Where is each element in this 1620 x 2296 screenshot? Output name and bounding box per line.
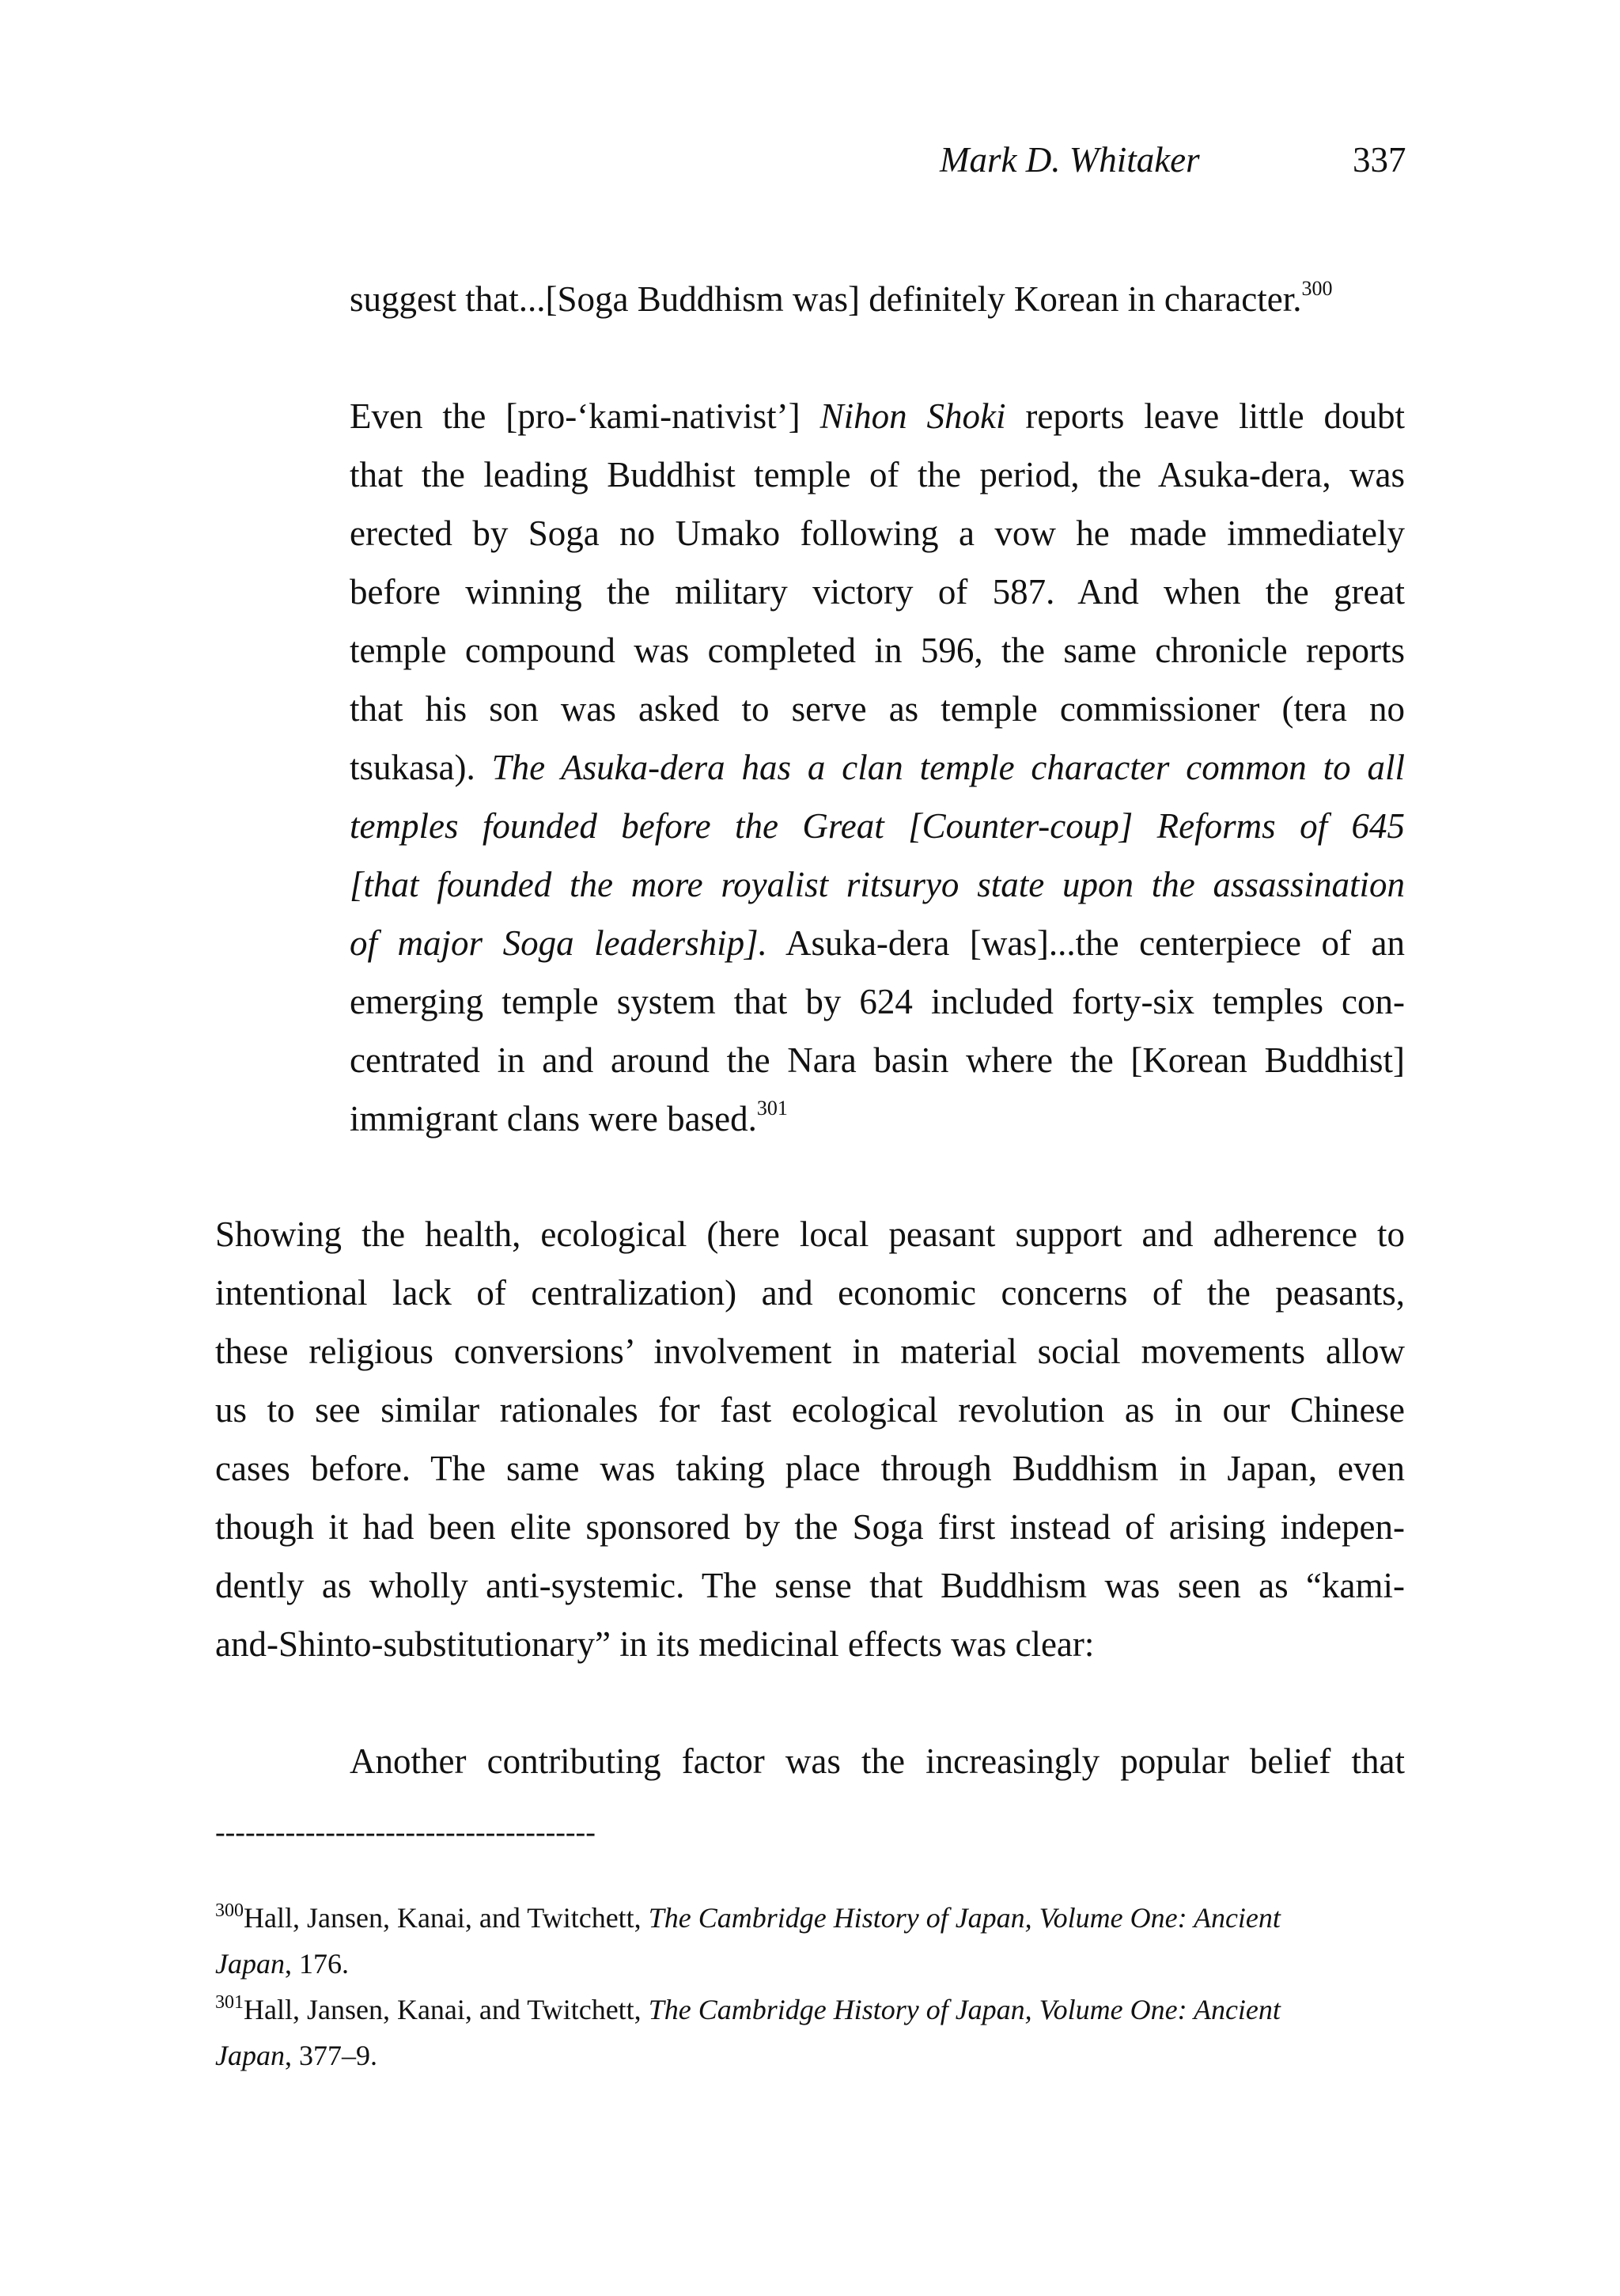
footnote-pages: , 377–9. — [284, 2040, 377, 2071]
footnote-301-line-2 — [215, 2033, 377, 2078]
paragraph-line-1: Showing the health, ecological (here local peasant support and adherence to — [215, 1214, 1405, 1254]
quote2-text: tsukasa). — [350, 748, 492, 787]
quote2-line-8: temples founded before the Great [Counter-coup] Reforms of 645 — [350, 806, 1405, 846]
paragraph-line-3: these religious conversions’ involvement in material social movements allow — [215, 1332, 1405, 1371]
quote1-text: suggest that...[Soga Buddhism was] definitely Korean in character. — [350, 279, 1302, 319]
footnote-pages: , 176. — [284, 1948, 349, 1980]
quote2-line-9: [that founded the more royalist ritsuryo state upon the assassination — [350, 865, 1405, 904]
footnote-number: 300 — [215, 1900, 244, 1921]
nihon-shoki-title: Nihon Shoki — [819, 396, 1006, 436]
running-header — [0, 139, 1620, 187]
quote2-italic-text: The Asuka-dera has a clan temple character common to all — [491, 748, 1405, 787]
quote2-text: reports leave little doubt — [1005, 396, 1406, 436]
quote2-line-10 — [350, 919, 1405, 967]
footnote-300-line-2 — [215, 1942, 349, 1986]
paragraph-line-8: and-Shinto-substitutionary” in its medicinal effects was clear: — [215, 1624, 1095, 1664]
footnote-301-line-1 — [215, 1987, 1281, 2032]
paragraph-line-2: intentional lack of centralization) and economic concerns of the peasants, — [215, 1273, 1405, 1313]
quote2-line-5: temple compound was completed in 596, the same chronicle reports — [350, 631, 1405, 670]
header-author: Mark D. Whitaker — [940, 140, 1200, 180]
quote2-italic-text: of major Soga leadership]. — [350, 923, 767, 963]
paragraph-line-6: though it had been elite sponsored by the Soga first instead of arising indepen- — [215, 1507, 1405, 1547]
quote2-text: immigrant clans were based. — [350, 1099, 757, 1139]
quote2-line-1 — [350, 392, 1405, 440]
quote2-line-4: before winning the military victory of 587. And when the great — [350, 572, 1405, 612]
footnote-title: The Cambridge History of Japan, Volume One: Ancient — [648, 1902, 1281, 1934]
footnote-separator: -------------------------------------- — [215, 1816, 596, 1849]
quote2-line-7 — [350, 744, 1405, 791]
footnote-title: Japan — [215, 2040, 285, 2071]
footnote-title: The Cambridge History of Japan, Volume One: Ancient — [648, 1994, 1281, 2025]
quote3-line-1: Another contributing factor was the increasingly popular belief that — [350, 1741, 1405, 1781]
footnote-authors: Hall, Jansen, Kanai, and Twitchett, — [244, 1902, 649, 1934]
page-number: 337 — [1353, 140, 1406, 180]
footnote-authors: Hall, Jansen, Kanai, and Twitchett, — [244, 1994, 649, 2025]
quote2-line-3: erected by Soga no Umako following a vow he made immediately — [350, 513, 1405, 553]
paragraph-line-7: dently as wholly anti-systemic. The sense that Buddhism was seen as “kami- — [215, 1566, 1405, 1605]
quote2-line-13 — [350, 1095, 788, 1142]
paragraph-line-5: cases before. The same was taking place through Buddhism in Japan, even — [215, 1449, 1405, 1488]
quote1-line — [350, 275, 1332, 323]
footnote-300-line-1 — [215, 1896, 1281, 1940]
footnote-title: Japan — [215, 1948, 285, 1980]
footnote-number: 301 — [215, 1992, 244, 2013]
footnote-ref-300: 300 — [1301, 277, 1333, 300]
quote2-line-12: centrated in and around the Nara basin where the [Korean Buddhist] — [350, 1040, 1405, 1080]
quote2-text: Even the [pro-‘kami-nativist’] — [350, 396, 820, 436]
quote2-line-11: emerging temple system that by 624 included forty-six temples con- — [350, 982, 1405, 1021]
footnote-ref-301: 301 — [756, 1097, 788, 1120]
paragraph-line-4: us to see similar rationales for fast ecological revolution as in our Chinese — [215, 1390, 1405, 1430]
quote2-line-6: that his son was asked to serve as temple commissioner (tera no — [350, 689, 1405, 729]
quote2-line-2: that the leading Buddhist temple of the period, the Asuka-dera, was — [350, 455, 1405, 494]
quote2-text: Asuka-dera [was]...the centerpiece of an — [766, 923, 1405, 963]
